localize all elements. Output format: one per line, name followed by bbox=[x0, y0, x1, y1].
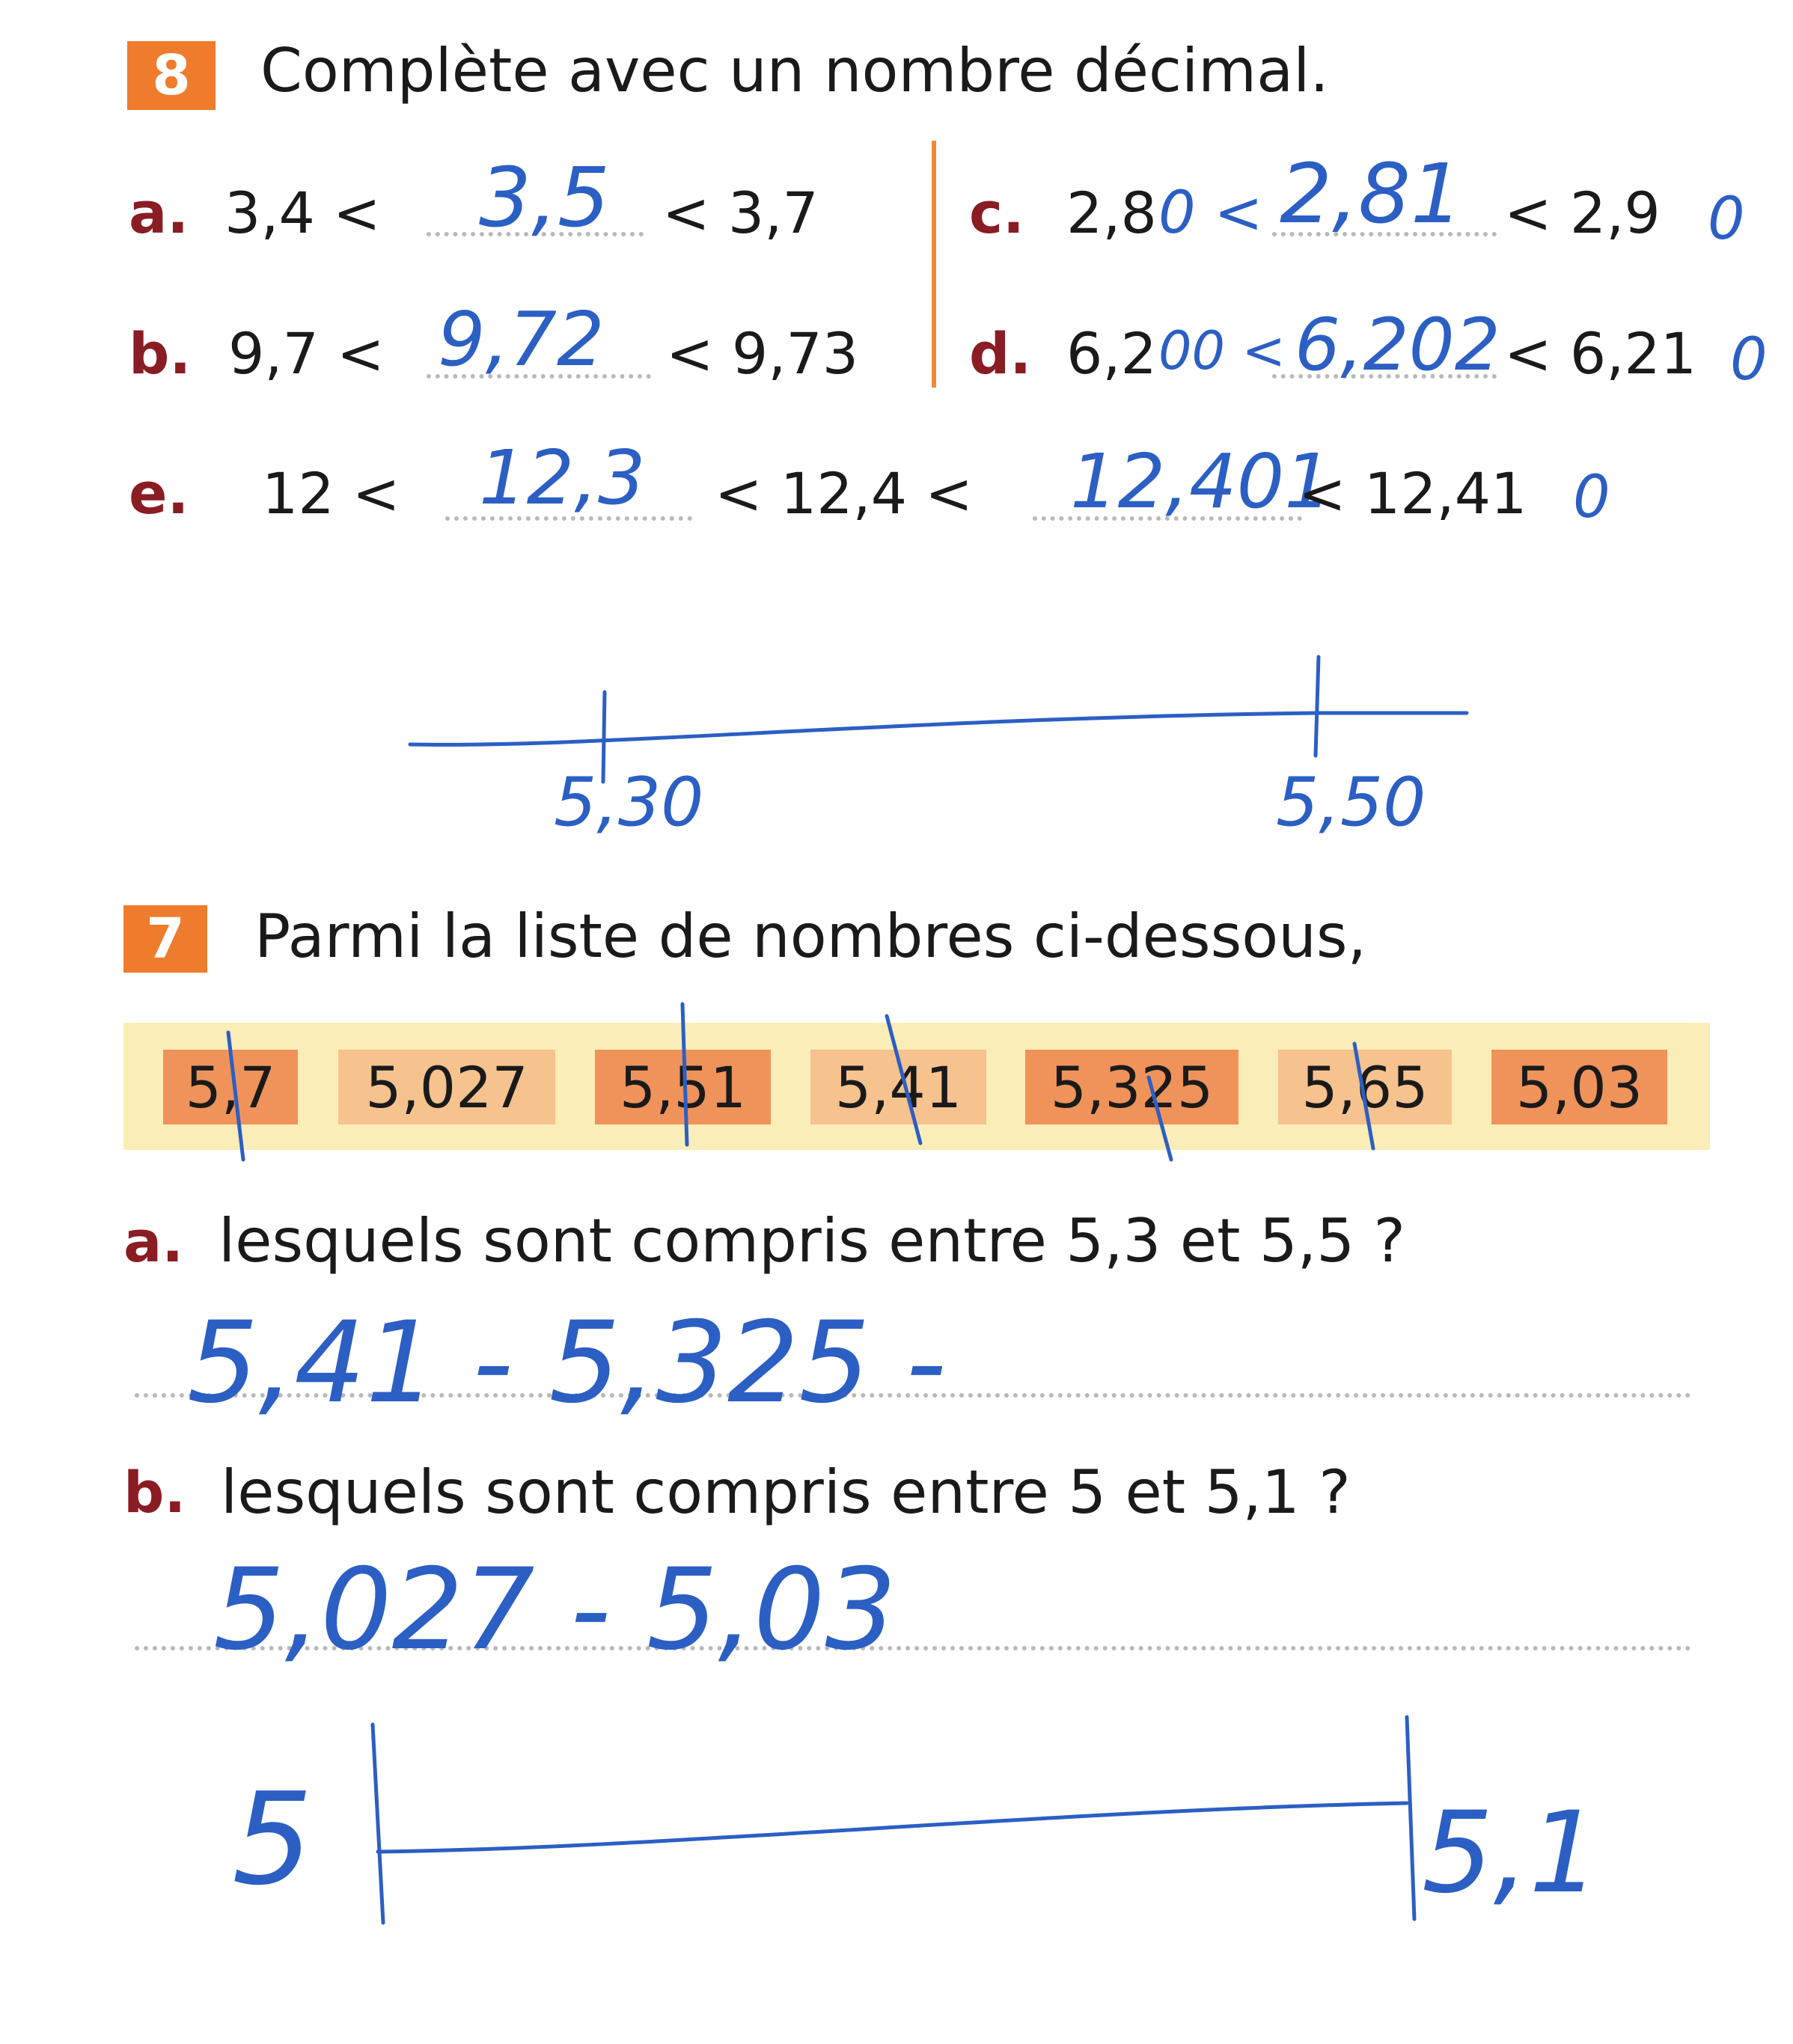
numberline-2-tick-left bbox=[373, 1725, 383, 1923]
item-d-answer: 6,202 bbox=[1295, 303, 1500, 387]
item-c-left: 2,8 bbox=[1066, 180, 1157, 246]
item-e-right-mark: 0 bbox=[1573, 464, 1610, 531]
item-d-left-mark: 00 < bbox=[1158, 320, 1286, 382]
item-e-letter: e. bbox=[129, 460, 189, 527]
question-b-text: lesquels sont compris entre 5 et 5,1 ? bbox=[221, 1457, 1351, 1527]
item-e-answer-2: 12,401 bbox=[1070, 438, 1332, 525]
item-b-answer: 9,72 bbox=[438, 296, 605, 383]
question-b-letter: b. bbox=[123, 1459, 186, 1526]
number-cell: 5,7 bbox=[163, 1050, 298, 1124]
item-b-left: 9,7 < bbox=[228, 320, 385, 387]
item-c-left-mark: 0 < bbox=[1158, 180, 1263, 247]
item-a-left: 3,4 < bbox=[224, 180, 381, 246]
column-separator bbox=[932, 141, 936, 388]
item-e-left: 12 < bbox=[262, 460, 400, 527]
number-cell: 5,41 bbox=[810, 1050, 986, 1124]
numberline-2-left-label: 5 bbox=[232, 1766, 314, 1914]
number-cell: 5,325 bbox=[1025, 1050, 1238, 1124]
numberline-1-axis bbox=[410, 713, 1467, 744]
question-a-answer: 5,41 - 5,325 - bbox=[187, 1298, 947, 1428]
item-a-letter: a. bbox=[129, 180, 189, 246]
item-a-answer: 3,5 bbox=[479, 150, 610, 245]
item-e-right: < 12,41 bbox=[1298, 460, 1527, 527]
item-e-answer-1: 12,3 bbox=[479, 434, 646, 521]
item-d-right: < 6,21 bbox=[1504, 320, 1697, 387]
item-d-left: 6,2 bbox=[1066, 320, 1157, 387]
numberline-2-tick-right bbox=[1407, 1717, 1414, 1919]
number-cell: 5,65 bbox=[1278, 1050, 1452, 1124]
item-d-letter: d. bbox=[969, 320, 1032, 387]
number-cell: 5,03 bbox=[1491, 1050, 1667, 1124]
question-b-answer: 5,027 - 5,03 bbox=[213, 1545, 896, 1675]
exercise-8-badge: 8 bbox=[127, 41, 216, 110]
question-a-letter: a. bbox=[123, 1208, 184, 1275]
item-a-right: < 3,7 bbox=[662, 180, 819, 246]
item-c-right: < 2,9 bbox=[1504, 180, 1661, 246]
item-d-right-mark: 0 bbox=[1730, 326, 1768, 394]
item-b-letter: b. bbox=[129, 320, 192, 387]
number-cell: 5,027 bbox=[338, 1050, 555, 1124]
question-a-text: lesquels sont compris entre 5,3 et 5,5 ? bbox=[219, 1206, 1406, 1276]
item-c-letter: c. bbox=[969, 180, 1024, 246]
numberline-1-left-label: 5,30 bbox=[554, 763, 704, 842]
exercise-8-title: Complète avec un nombre décimal. bbox=[260, 36, 1329, 105]
numberline-2-right-label: 5,1 bbox=[1422, 1788, 1601, 1918]
number-cell: 5,51 bbox=[595, 1050, 771, 1124]
item-c-right-mark: 0 bbox=[1708, 186, 1745, 253]
exercise-7-title: Parmi la liste de nombres ci-dessous, bbox=[254, 902, 1367, 971]
exercise-7-badge: 7 bbox=[123, 905, 207, 973]
numberline-1-tick-right bbox=[1316, 657, 1319, 756]
numberline-1-right-label: 5,50 bbox=[1276, 763, 1426, 842]
item-c-answer: 2,81 bbox=[1280, 146, 1463, 242]
item-b-right: < 9,73 bbox=[666, 320, 859, 387]
item-e-middle: < 12,4 < bbox=[715, 460, 973, 527]
numberline-2-axis bbox=[378, 1803, 1407, 1852]
